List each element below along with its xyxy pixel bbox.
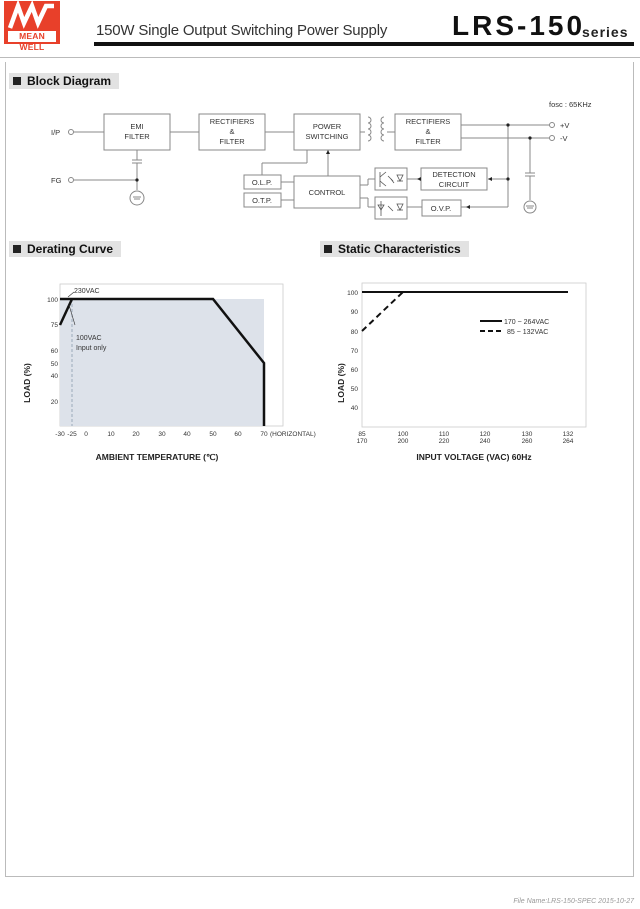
svg-text:100: 100 (47, 297, 58, 304)
power-switching-label: POWER (312, 122, 342, 131)
svg-text:&: & (229, 127, 235, 136)
svg-text:130: 130 (521, 431, 533, 438)
svg-text:260: 260 (521, 438, 533, 445)
svg-text:100: 100 (397, 431, 409, 438)
series-label: series (582, 24, 629, 40)
svg-text:264: 264 (562, 438, 574, 445)
svg-text:60: 60 (350, 367, 358, 374)
static-characteristics-chart (320, 270, 640, 470)
fosc-label: fosc : 65KHz (549, 100, 592, 109)
svg-text:60: 60 (234, 431, 242, 438)
svg-text:120: 120 (479, 431, 491, 438)
detection-circuit-label: DETECTION (432, 170, 476, 179)
legend-85-132: 85 ~ 132VAC (507, 329, 549, 336)
section-title: Derating Curve (27, 242, 114, 256)
section-title: Static Characteristics (338, 242, 461, 256)
derating-xlabel: AMBIENT TEMPERATURE (℃) (95, 452, 219, 462)
block-diagram (0, 90, 640, 230)
bullet-square-icon (324, 245, 332, 253)
file-name-footer: File Name:LRS-150-SPEC 2015-10-27 (513, 898, 634, 905)
svg-text:20: 20 (50, 399, 58, 406)
rectifier-filter-label: RECTIFIERS (209, 117, 255, 126)
legend-170-264: 170 ~ 264VAC (504, 319, 550, 326)
neg-output-label: -V (560, 134, 568, 143)
bullet-square-icon (13, 245, 21, 253)
svg-text:200: 200 (397, 438, 409, 445)
bullet-square-icon (13, 77, 21, 85)
svg-text:SWITCHING: SWITCHING (305, 132, 349, 141)
svg-text:40: 40 (183, 431, 191, 438)
svg-text:110: 110 (438, 431, 450, 438)
svg-text:FILTER: FILTER (415, 137, 441, 146)
derating-chart (0, 270, 330, 470)
section-title: Block Diagram (27, 74, 112, 88)
svg-text:70: 70 (260, 431, 268, 438)
derating-ylabel: LOAD (%) (22, 363, 32, 403)
model-title: LRS-150 (452, 10, 586, 41)
svg-text:80: 80 (350, 329, 358, 336)
divider (0, 57, 640, 58)
svg-text:85: 85 (358, 431, 366, 438)
svg-text:0: 0 (84, 431, 88, 438)
input-terminal-label: I/P (51, 128, 61, 137)
mean-well-logo (4, 1, 60, 52)
annotation-100vac: 100VAC (76, 335, 102, 342)
ovp-label: O.V.P. (430, 204, 452, 213)
pos-output-label: +V (560, 121, 570, 130)
header-rule (94, 42, 634, 46)
svg-text:220: 220 (438, 438, 450, 445)
svg-text:50: 50 (350, 386, 358, 393)
svg-text:132: 132 (562, 431, 574, 438)
logo-text: MEAN WELL (8, 31, 56, 42)
output-rectifier-label: RECTIFIERS (405, 117, 451, 126)
svg-text:CIRCUIT: CIRCUIT (438, 180, 470, 189)
svg-text:50: 50 (50, 361, 58, 368)
svg-text:FILTER: FILTER (124, 132, 150, 141)
otp-label: O.T.P. (252, 196, 272, 205)
control-label: CONTROL (308, 188, 346, 197)
emi-filter-label: EMI (130, 122, 144, 131)
svg-text:240: 240 (479, 438, 491, 445)
section-header-derating-curve (9, 241, 121, 257)
svg-text:&: & (425, 127, 431, 136)
svg-text:FILTER: FILTER (219, 137, 245, 146)
svg-text:100: 100 (347, 290, 358, 297)
olp-label: O.L.P. (251, 178, 273, 187)
svg-text:10: 10 (107, 431, 115, 438)
svg-text:20: 20 (132, 431, 140, 438)
svg-text:60: 60 (50, 348, 58, 355)
section-header-block-diagram (9, 73, 119, 89)
svg-text:Input only: Input only (76, 345, 107, 352)
svg-text:170: 170 (356, 438, 368, 445)
svg-text:30: 30 (158, 431, 166, 438)
static-ylabel: LOAD (%) (336, 363, 346, 403)
section-header-static-characteristics (320, 241, 469, 257)
svg-text:70: 70 (350, 348, 358, 355)
product-subtitle: 150W Single Output Switching Power Supply (96, 22, 388, 39)
x-suffix: (HORIZONTAL) (270, 431, 316, 438)
mw-logo-mark-icon (4, 1, 60, 31)
svg-text:40: 40 (350, 405, 358, 412)
svg-text:-30: -30 (55, 431, 65, 438)
svg-text:75: 75 (50, 322, 58, 329)
svg-text:50: 50 (209, 431, 217, 438)
svg-text:-25: -25 (67, 431, 77, 438)
svg-text:90: 90 (350, 309, 358, 316)
svg-text:40: 40 (50, 373, 58, 380)
annotation-230vac: 230VAC (74, 288, 100, 295)
static-xlabel: INPUT VOLTAGE (VAC) 60Hz (416, 452, 532, 462)
fg-terminal-label: FG (51, 176, 62, 185)
